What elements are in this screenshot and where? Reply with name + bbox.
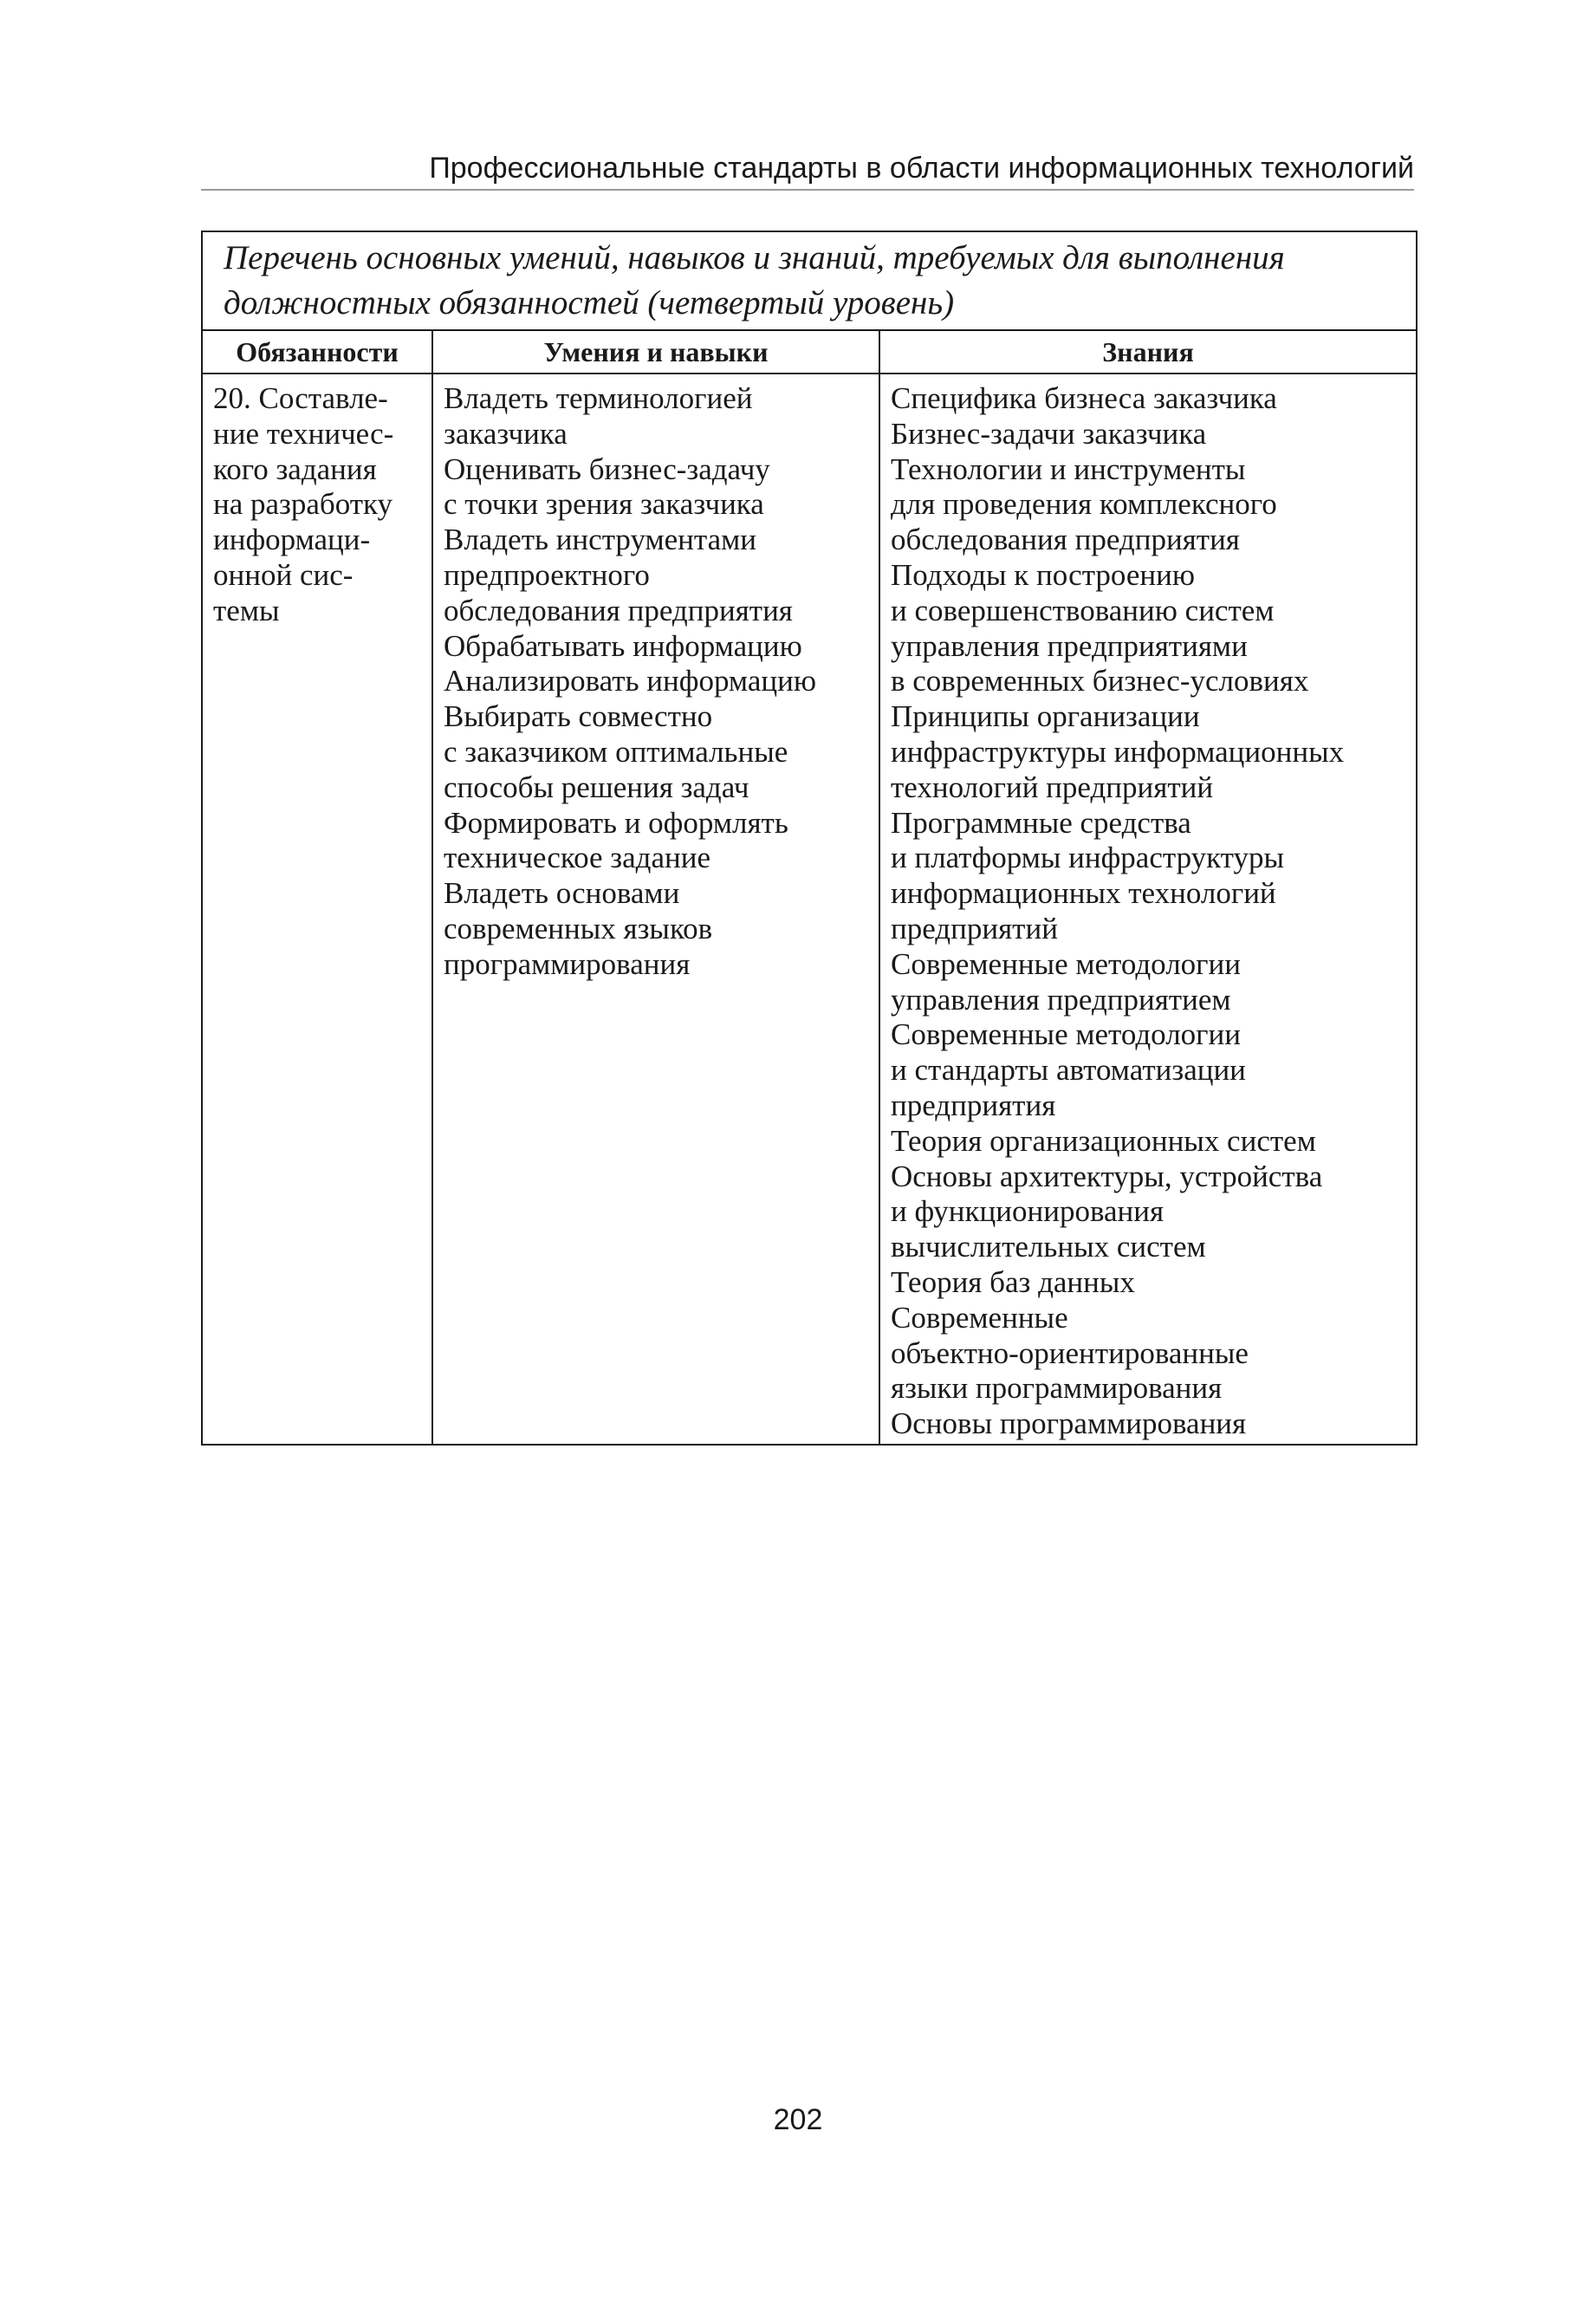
running-header: Профессиональные стандарты в области информационных технологий — [201, 149, 1414, 191]
duty-cell: 20. Составле- ние техничес- кого задания на разработку информаци- онной сис- темы — [202, 374, 432, 1445]
page-number: 202 — [773, 2103, 823, 2136]
skills-cell: Владеть терминологией заказчика Оценивать бизнес-задачу с точки зрения заказчика Владеть инструментами предпроектного обследования предприятия Обрабатывать информацию Анализировать информацию Выбирать совместно с заказчиком оптимальные способы решения задач Формировать и оформлять техническое задание Владеть основами современных языков программирования — [432, 374, 879, 1445]
column-header-knowledge: Знания — [879, 330, 1417, 374]
table-caption-row — [202, 231, 1417, 330]
column-header-skills: Умения и навыки — [432, 330, 879, 374]
competency-table — [201, 231, 1418, 1446]
table-header-row — [202, 330, 1417, 374]
column-header-duties: Обязанности — [202, 330, 432, 374]
knowledge-cell: Специфика бизнеса заказчика Бизнес-задачи заказчика Технологии и инструменты для проведения комплексного обследования предприятия Подходы к построению и совершенствованию систем управления предприятиями в современных бизнес-условиях Принципы организации инфраструктуры информационных технологий предприятий Программные средства и платформы инфраструктуры информационных технологий предприятий Современные методологии управления предприятием Современные методологии и стандарты автоматизации предприятия Теория организационных систем Основы архитектуры, устройства и функционирования вычислительных систем Теория баз данных Современные объектно-ориентированные языки программирования Основы программирования — [879, 374, 1417, 1445]
table-row — [202, 374, 1417, 1445]
table-caption: Перечень основных умений, навыков и знаний, требуемых для выполнения должностных обязанностей (четвертый уровень) — [202, 231, 1417, 330]
